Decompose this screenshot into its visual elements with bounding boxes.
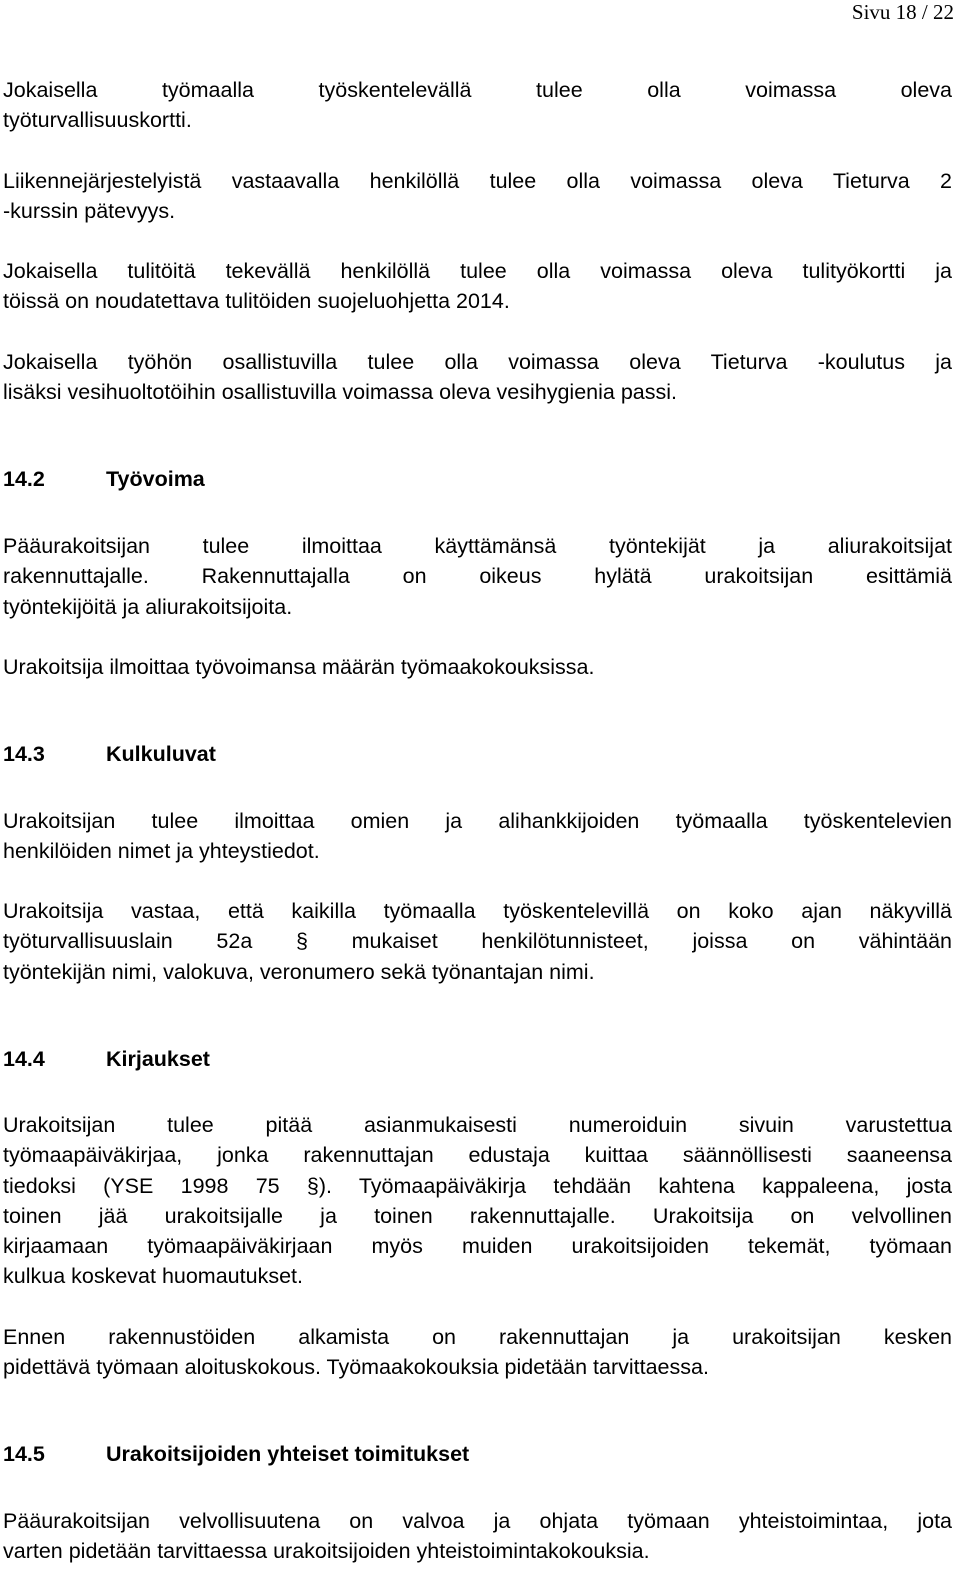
paragraph-line: Urakoitsijan tulee pitää asianmukaisesti numeroiduin sivuin varustettua (3, 1113, 952, 1137)
section-title: Työvoima (106, 467, 205, 491)
paragraph-line: kirjaamaan työmaapäiväkirjaan myös muiden urakoitsijoiden tekemät, työmaan (3, 1234, 952, 1259)
paragraph-line: lisäksi vesihuoltotöihin osallistuvilla voimassa oleva vesihygienia passi. (3, 380, 677, 405)
section-heading (3, 1044, 952, 1074)
section-number: 14.2 (3, 467, 45, 491)
paragraph (3, 1506, 952, 1567)
paragraph-line: henkilöiden nimet ja yhteystiedot. (3, 839, 320, 864)
paragraph-line: Urakoitsijan tulee ilmoittaa omien ja alihankkijoiden työmaalla työskentelevien (3, 809, 952, 833)
paragraph-line: työturvallisuuskortti. (3, 108, 192, 133)
section-title: Kulkuluvat (106, 742, 216, 766)
paragraph-line: tiedoksi (YSE 1998 75 §). Työmaapäiväkirja tehdään kahtena kappaleena, josta (3, 1173, 952, 1198)
paragraph-line: Liikennejärjestelyistä vastaavalla henkilöllä tulee olla voimassa oleva Tieturva 2 (3, 169, 952, 193)
paragraph-line: Urakoitsija ilmoittaa työvoimansa määrän työmaakokouksissa. (3, 655, 595, 679)
paragraph (3, 75, 952, 136)
section-title: Urakoitsijoiden yhteiset toimitukset (106, 1442, 470, 1466)
paragraph-line: Pääurakoitsijan velvollisuutena on valvoa ja ohjata työmaan yhteistoimintaa, jota (3, 1509, 952, 1533)
paragraph-line: rakennuttajalle. Rakennuttajalla on oikeus hylätä urakoitsijan esittämiä (3, 564, 952, 589)
paragraph-line: Pääurakoitsijan tulee ilmoittaa käyttämänsä työntekijät ja aliurakoitsijat (3, 534, 952, 558)
paragraph-line: työntekijöitä ja aliurakoitsijoita. (3, 594, 293, 619)
section-number: 14.5 (3, 1442, 45, 1466)
paragraph (3, 896, 952, 987)
paragraph (3, 652, 952, 682)
paragraph (3, 531, 952, 622)
paragraph-line: työmaapäiväkirjaa, jonka rakennuttajan edustaja kuittaa säännöllisesti saaneensa (3, 1143, 952, 1168)
paragraph (3, 256, 952, 317)
paragraph-line: Ennen rakennustöiden alkamista on rakennuttajan ja urakoitsijan kesken (3, 1325, 952, 1349)
paragraph (3, 806, 952, 867)
paragraph (3, 347, 952, 408)
paragraph-line: varten pidetään tarvittaessa urakoitsijoiden yhteistoimintakokouksia. (3, 1539, 650, 1564)
paragraph-line: -kurssin pätevyys. (3, 199, 176, 224)
section-heading (3, 464, 952, 494)
paragraph-line: Urakoitsija vastaa, että kaikilla työmaalla työskentelevillä on koko ajan näkyvillä (3, 899, 952, 923)
paragraph-line: Jokaisella tulitöitä tekevällä henkilöllä tulee olla voimassa oleva tulityökortti ja (3, 259, 952, 283)
section-title: Kirjaukset (106, 1047, 210, 1071)
paragraph-line: Jokaisella työmaalla työskentelevällä tulee olla voimassa oleva (3, 78, 952, 102)
paragraph-line: toinen jää urakoitsijalle ja toinen rakennuttajalle. Urakoitsija on velvollinen (3, 1203, 952, 1228)
paragraph-line: kulkua koskevat huomautukset. (3, 1264, 303, 1289)
paragraph-line: Jokaisella työhön osallistuvilla tulee olla voimassa oleva Tieturva -koulutus ja (3, 350, 952, 374)
section-heading (3, 739, 952, 769)
section-number: 14.4 (3, 1047, 45, 1071)
paragraph-line: työturvallisuuslain 52a § mukaiset henkilötunnisteet, joissa on vähintään (3, 929, 952, 954)
section-number: 14.3 (3, 742, 45, 766)
page-number: Sivu 18 / 22 (851, 0, 954, 24)
paragraph-line: pidettävä työmaan aloituskokous. Työmaakokouksia pidetään tarvittaessa. (3, 1355, 709, 1380)
paragraph (3, 166, 952, 227)
paragraph-line: töissä on noudatettava tulitöiden suojeluohjetta 2014. (3, 289, 510, 314)
paragraph-line: työntekijän nimi, valokuva, veronumero sekä työnantajan nimi. (3, 959, 595, 984)
section-heading (3, 1439, 952, 1469)
paragraph (3, 1110, 952, 1292)
paragraph (3, 1322, 952, 1383)
